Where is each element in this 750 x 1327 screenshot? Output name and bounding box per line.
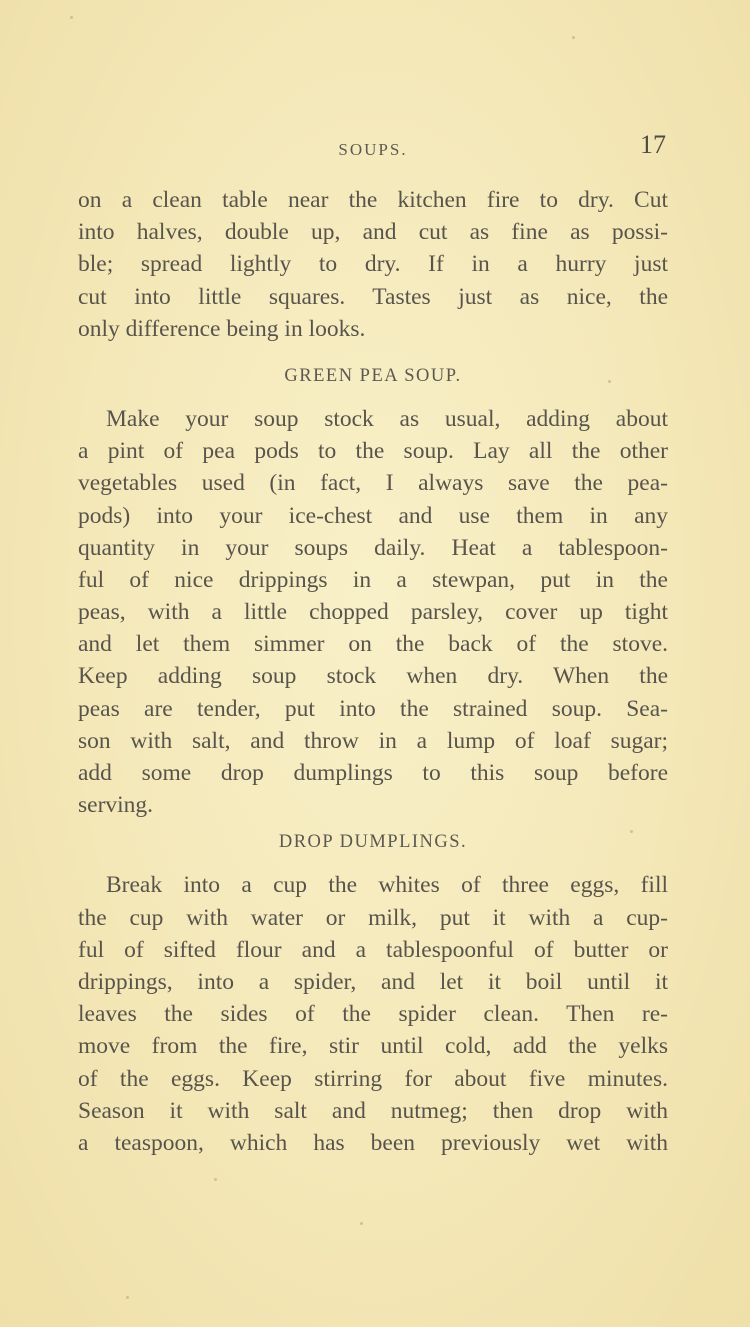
- paper-speck: [126, 1296, 129, 1299]
- green-pea-soup-paragraph: [78, 403, 668, 821]
- text-line: add some drop dumplings to this soup before: [78, 760, 668, 786]
- paper-speck: [572, 36, 575, 39]
- paper-speck: [214, 1178, 217, 1181]
- section-heading-green-pea-soup: GREEN PEA SOUP.: [284, 365, 462, 386]
- body-text: [78, 184, 668, 1159]
- text-line: a teaspoon, which has been previously wet with: [78, 1129, 668, 1156]
- text-line: ful of nice drippings in a stewpan, put in the: [78, 566, 668, 593]
- text-line: serving.: [78, 792, 154, 819]
- text-line: ble; spread lightly to dry. If in a hurry just: [78, 251, 668, 278]
- text-line: son with salt, and throw in a lump of loaf sugar;: [78, 727, 668, 754]
- text-line: Make your soup stock as usual, adding about: [106, 405, 668, 432]
- intro-paragraph: [78, 184, 668, 345]
- text-line: the cup with water or milk, put it with a cup-: [78, 904, 668, 931]
- text-line: on a clean table near the kitchen fire to dry. Cut: [78, 187, 668, 213]
- text-line: peas, with a little chopped parsley, cover up tight: [78, 599, 668, 626]
- drop-dumplings-paragraph: [78, 869, 668, 1159]
- text-line: Keep adding soup stock when dry. When the: [78, 663, 668, 690]
- text-line: peas are tender, put into the strained soup. Sea-: [78, 695, 668, 722]
- text-line: and let them simmer on the back of the stove.: [78, 631, 668, 658]
- section-heading-drop-dumplings: DROP DUMPLINGS.: [278, 832, 468, 853]
- text-line: Break into a cup the whites of three eggs, fill: [106, 872, 668, 899]
- text-line: ful of sifted flour and a tablespoonful of butter or: [78, 936, 668, 963]
- text-line: only difference being in looks.: [78, 315, 366, 342]
- text-line: drippings, into a spider, and let it boil until it: [78, 968, 668, 995]
- text-line: a pint of pea pods to the soup. Lay all the other: [78, 438, 668, 465]
- text-line: into halves, double up, and cut as fine as possi-: [78, 219, 668, 246]
- text-line: Season it with salt and nutmeg; then drop with: [78, 1097, 668, 1124]
- text-line: quantity in your soups daily. Heat a tablespoon-: [78, 534, 668, 561]
- text-line: move from the fire, stir until cold, add the yelks: [78, 1033, 668, 1060]
- text-line: cut into little squares. Tastes just as nice, the: [78, 283, 668, 310]
- text-line: leaves the sides of the spider clean. Then re-: [78, 1001, 668, 1028]
- running-head: [78, 130, 668, 166]
- text-line: vegetables used (in fact, I always save the pea-: [78, 470, 668, 497]
- page-number: 17: [640, 130, 666, 159]
- running-title: SOUPS.: [338, 140, 408, 159]
- text-line: of the eggs. Keep stirring for about five minutes.: [78, 1065, 668, 1092]
- text-line: pods) into your ice-chest and use them in any: [78, 502, 668, 529]
- paper-speck: [360, 1222, 363, 1225]
- paper-speck: [70, 16, 73, 19]
